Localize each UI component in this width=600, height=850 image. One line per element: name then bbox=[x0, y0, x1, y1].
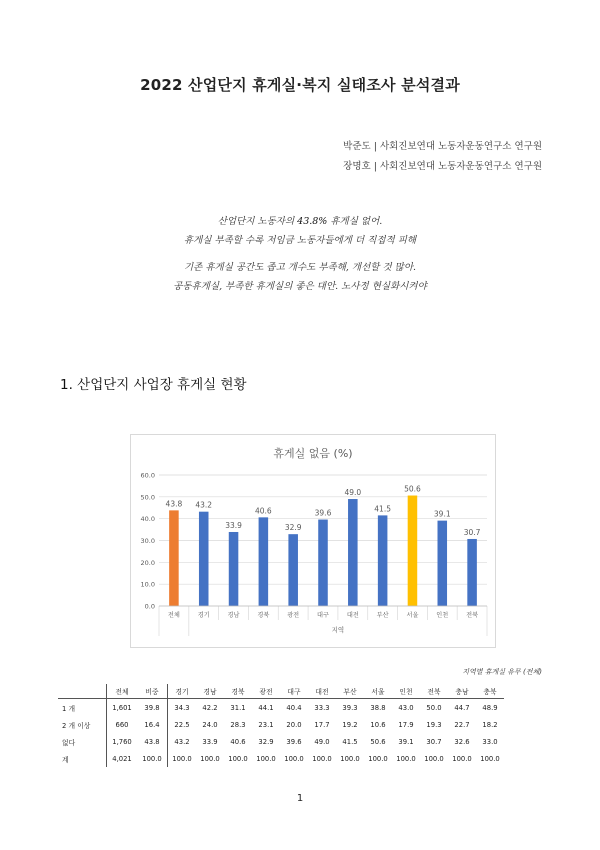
summary-line-1-suffix: 휴게실 없어. bbox=[327, 216, 383, 227]
x-tick-label: 인천 bbox=[436, 612, 449, 619]
table-header-cell: 경남 bbox=[196, 684, 224, 699]
x-axis-label: 지역 bbox=[331, 626, 345, 634]
x-tick-label: 경남 bbox=[227, 612, 240, 619]
table-header-cell: 광전 bbox=[252, 684, 280, 699]
table-header-cell: 충북 bbox=[476, 684, 504, 699]
table-cell: 660 bbox=[115, 720, 129, 729]
table-cell: 100.0 bbox=[452, 754, 472, 763]
table-cell: 19.3 bbox=[426, 720, 442, 729]
row-label-cell: 1 개 bbox=[58, 699, 107, 717]
y-tick-label: 20.0 bbox=[140, 558, 155, 567]
table-cell: 19.2 bbox=[342, 720, 358, 729]
data-label: 49.0 bbox=[344, 488, 362, 498]
table-cell: 44.1 bbox=[258, 703, 274, 712]
table-cell: 41.5 bbox=[342, 737, 358, 746]
bar bbox=[288, 534, 298, 606]
table-cell: 50.0 bbox=[426, 703, 442, 712]
table-cell: 20.0 bbox=[286, 720, 302, 729]
table-cell: 16.4 bbox=[137, 716, 168, 733]
x-tick-label: 대구 bbox=[317, 612, 329, 619]
bar bbox=[378, 515, 388, 606]
table-header-cell: 인천 bbox=[392, 684, 420, 699]
x-tick-label: 부산 bbox=[376, 612, 389, 619]
table-header-cell: 부산 bbox=[336, 684, 364, 699]
summary-line-1-prefix: 산업단지 노동자의 bbox=[217, 216, 298, 227]
page-number: 1 bbox=[296, 793, 304, 804]
table-cell: 100.0 bbox=[228, 754, 248, 763]
table-cell: 100.0 bbox=[284, 754, 304, 763]
table-header-cell: 경북 bbox=[224, 684, 252, 699]
bar bbox=[199, 512, 209, 606]
y-tick-label: 0.0 bbox=[144, 602, 155, 611]
table-cell: 4,021 bbox=[112, 754, 132, 763]
bar-chart-svg bbox=[131, 435, 495, 647]
table-cell: 17.7 bbox=[314, 720, 330, 729]
y-tick-label: 60.0 bbox=[140, 471, 155, 480]
table-header-row bbox=[58, 684, 504, 699]
table-cell: 22.7 bbox=[454, 720, 470, 729]
row-label-cell: 계 bbox=[58, 750, 107, 767]
table-cell: 100.0 bbox=[256, 754, 276, 763]
table-header-cell: 비중 bbox=[137, 684, 168, 699]
table-caption: 지역별 휴게실 유무 (전체) bbox=[462, 668, 542, 676]
table-cell: 42.2 bbox=[202, 703, 218, 712]
author-2: 장명호 | 사회진보연대 노동자운동연구소 연구원 bbox=[343, 161, 542, 172]
x-tick-label: 경기 bbox=[197, 612, 210, 619]
table-cell: 40.6 bbox=[230, 737, 246, 746]
table-cell: 32.9 bbox=[258, 737, 274, 746]
x-tick-label: 광전 bbox=[287, 612, 300, 619]
bar-chart bbox=[130, 434, 496, 648]
table-cell: 50.6 bbox=[370, 737, 386, 746]
data-label: 39.1 bbox=[433, 509, 451, 519]
bar bbox=[467, 539, 477, 606]
author-list bbox=[343, 137, 542, 177]
table-cell: 24.0 bbox=[202, 720, 218, 729]
data-label: 40.6 bbox=[255, 506, 272, 516]
region-rest-area-table bbox=[58, 684, 504, 767]
table-cell: 10.6 bbox=[370, 720, 386, 729]
table-cell: 100.0 bbox=[200, 754, 220, 763]
x-tick-label: 경북 bbox=[257, 612, 270, 619]
data-label: 43.8 bbox=[165, 499, 183, 509]
bar bbox=[229, 532, 239, 606]
table-cell: 100.0 bbox=[396, 754, 416, 763]
table-cell: 48.9 bbox=[482, 703, 498, 712]
table-cell: 33.9 bbox=[202, 737, 218, 746]
table-row bbox=[58, 699, 504, 717]
table-cell: 39.3 bbox=[342, 703, 358, 712]
summary-line-4: 공동휴게실, 부족한 휴게실의 좋은 대안. 노사정 현실화시켜야 bbox=[173, 281, 427, 292]
table-cell: 33.3 bbox=[314, 703, 330, 712]
table-header-cell: 경기 bbox=[168, 684, 197, 699]
summary-line-3: 기존 휴게실 공간도 좁고 개수도 부족해, 개선할 것 많아. bbox=[183, 262, 417, 273]
table-cell: 39.6 bbox=[286, 737, 302, 746]
data-label: 33.9 bbox=[225, 520, 242, 530]
data-label: 39.6 bbox=[314, 508, 332, 518]
x-tick-label: 서울 bbox=[406, 612, 419, 619]
data-label: 50.6 bbox=[404, 484, 421, 494]
data-label: 30.7 bbox=[463, 527, 481, 537]
table-cell: 49.0 bbox=[314, 737, 330, 746]
y-tick-label: 10.0 bbox=[140, 580, 155, 589]
table-cell: 28.3 bbox=[230, 720, 246, 729]
table-header-cell: 전체 bbox=[107, 684, 138, 699]
section-heading: 1. 산업단지 사업장 휴게실 현황 bbox=[60, 377, 247, 393]
row-label-cell: 없다 bbox=[58, 733, 107, 750]
table-cell: 1,760 bbox=[112, 737, 132, 746]
table-header-cell: 대전 bbox=[308, 684, 336, 699]
table-cell: 40.4 bbox=[286, 703, 302, 712]
row-label-cell: 2 개 이상 bbox=[58, 716, 107, 733]
table-cell: 30.7 bbox=[426, 737, 442, 746]
table-cell: 1,601 bbox=[112, 703, 132, 712]
y-tick-label: 50.0 bbox=[140, 493, 155, 502]
summary-block bbox=[0, 212, 600, 296]
table-row bbox=[58, 750, 504, 767]
bar bbox=[348, 499, 358, 606]
table-cell: 23.1 bbox=[258, 720, 274, 729]
table-cell: 43.8 bbox=[137, 733, 168, 750]
table-cell: 100.0 bbox=[172, 754, 192, 763]
table-cell: 43.2 bbox=[174, 737, 190, 746]
table-cell: 38.8 bbox=[370, 703, 386, 712]
table-cell: 100.0 bbox=[424, 754, 444, 763]
table-cell: 34.3 bbox=[174, 703, 190, 712]
table-cell: 17.9 bbox=[398, 720, 414, 729]
chart-title: 휴게실 없음 (%) bbox=[273, 447, 353, 460]
table-cell: 32.6 bbox=[454, 737, 470, 746]
table-cell: 33.0 bbox=[482, 737, 498, 746]
table-cell: 100.0 bbox=[137, 750, 168, 767]
author-1: 박준도 | 사회진보연대 노동자운동연구소 연구원 bbox=[343, 141, 542, 152]
y-tick-label: 30.0 bbox=[140, 537, 155, 545]
table-cell: 100.0 bbox=[312, 754, 332, 763]
table-header-cell: 서울 bbox=[364, 684, 392, 699]
table-header-cell: 전북 bbox=[420, 684, 448, 699]
x-tick-label: 전체 bbox=[167, 612, 180, 619]
data-label: 32.9 bbox=[284, 523, 302, 533]
bar bbox=[169, 510, 179, 606]
table-cell: 43.0 bbox=[398, 703, 414, 712]
table-header-cell bbox=[58, 684, 107, 699]
table-header-cell: 대구 bbox=[280, 684, 308, 699]
table-cell: 18.2 bbox=[482, 720, 498, 729]
table-cell: 39.8 bbox=[137, 699, 168, 717]
table-cell: 22.5 bbox=[174, 720, 190, 729]
table-cell: 100.0 bbox=[340, 754, 360, 763]
bar bbox=[408, 496, 418, 606]
data-label: 41.5 bbox=[374, 504, 391, 514]
table-cell: 44.7 bbox=[454, 703, 470, 712]
summary-highlight: 43.8% bbox=[297, 216, 328, 227]
data-label: 43.2 bbox=[195, 500, 213, 510]
table-header-cell: 충남 bbox=[448, 684, 476, 699]
x-tick-label: 대전 bbox=[346, 612, 359, 619]
x-tick-label: 전북 bbox=[466, 612, 479, 619]
bar bbox=[259, 517, 269, 606]
y-tick-label: 40.0 bbox=[140, 515, 155, 524]
table-row bbox=[58, 716, 504, 733]
table-cell: 31.1 bbox=[230, 703, 246, 712]
summary-line-2: 휴게실 부족할 수록 저임금 노동자들에게 더 직접적 피해 bbox=[183, 235, 417, 246]
summary-line-1 bbox=[0, 212, 600, 231]
bar bbox=[318, 520, 328, 606]
table-cell: 39.1 bbox=[398, 737, 414, 746]
table-cell: 100.0 bbox=[368, 754, 388, 763]
document-title: 2022 산업단지 휴게실·복지 실태조사 분석결과 bbox=[140, 76, 460, 94]
table-row bbox=[58, 733, 504, 750]
table-cell: 100.0 bbox=[480, 754, 500, 763]
bar bbox=[438, 521, 448, 606]
